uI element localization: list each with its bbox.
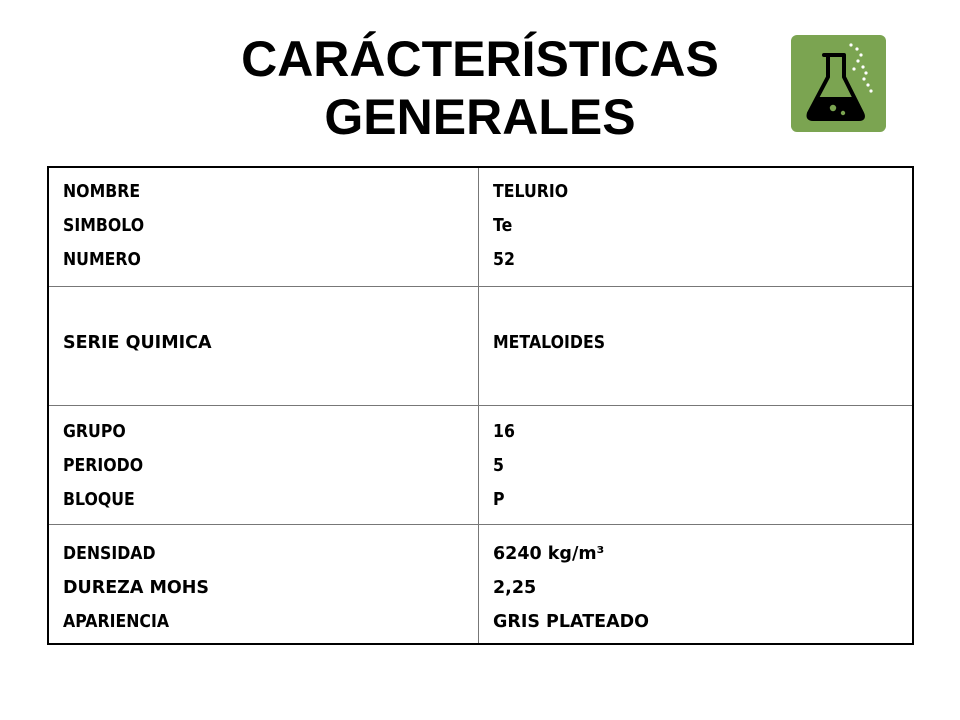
table-row (48, 167, 913, 287)
label-simbolo: SIMBOLO (63, 216, 145, 236)
flask-logo (791, 35, 886, 132)
value-periodo: 5 (493, 456, 504, 476)
value-numero: 52 (493, 250, 515, 270)
value-dureza-mohs: 2,25 (493, 578, 537, 598)
page-title-line-2: GENERALES (324, 89, 636, 145)
value-densidad: 6240 kg/m³ (493, 544, 605, 564)
page-title-line-1: CARÁCTERÍSTICAS (241, 31, 719, 87)
table-cell-labels (48, 406, 479, 525)
value-nombre: TELURIO (493, 182, 569, 202)
value-serie-quimica: METALOIDES (493, 333, 606, 353)
flask-icon (791, 35, 886, 132)
table-cell-labels (48, 525, 479, 645)
table-cell-values (479, 406, 914, 525)
value-grupo: 16 (493, 422, 515, 442)
label-apariencia: APARIENCIA (63, 612, 170, 632)
label-nombre: NOMBRE (63, 182, 141, 202)
table-cell-values (479, 287, 914, 406)
page-title (150, 30, 810, 146)
table-cell-labels (48, 167, 479, 287)
label-bloque: BLOQUE (63, 490, 135, 510)
label-periodo: PERIODO (63, 456, 144, 476)
value-apariencia: GRIS PLATEADO (493, 612, 650, 632)
table-cell-values (479, 525, 914, 645)
table-row (48, 406, 913, 525)
properties-table (47, 166, 914, 645)
label-serie-quimica: SERIE QUIMICA (63, 333, 212, 353)
table-row (48, 525, 913, 645)
table-cell-labels (48, 287, 479, 406)
table-cell-values (479, 167, 914, 287)
label-numero: NUMERO (63, 250, 141, 270)
label-densidad: DENSIDAD (63, 544, 156, 564)
table-row (48, 287, 913, 406)
label-grupo: GRUPO (63, 422, 126, 442)
value-simbolo: Te (493, 216, 513, 236)
value-bloque: P (493, 490, 505, 510)
label-dureza-mohs: DUREZA MOHS (63, 578, 210, 598)
